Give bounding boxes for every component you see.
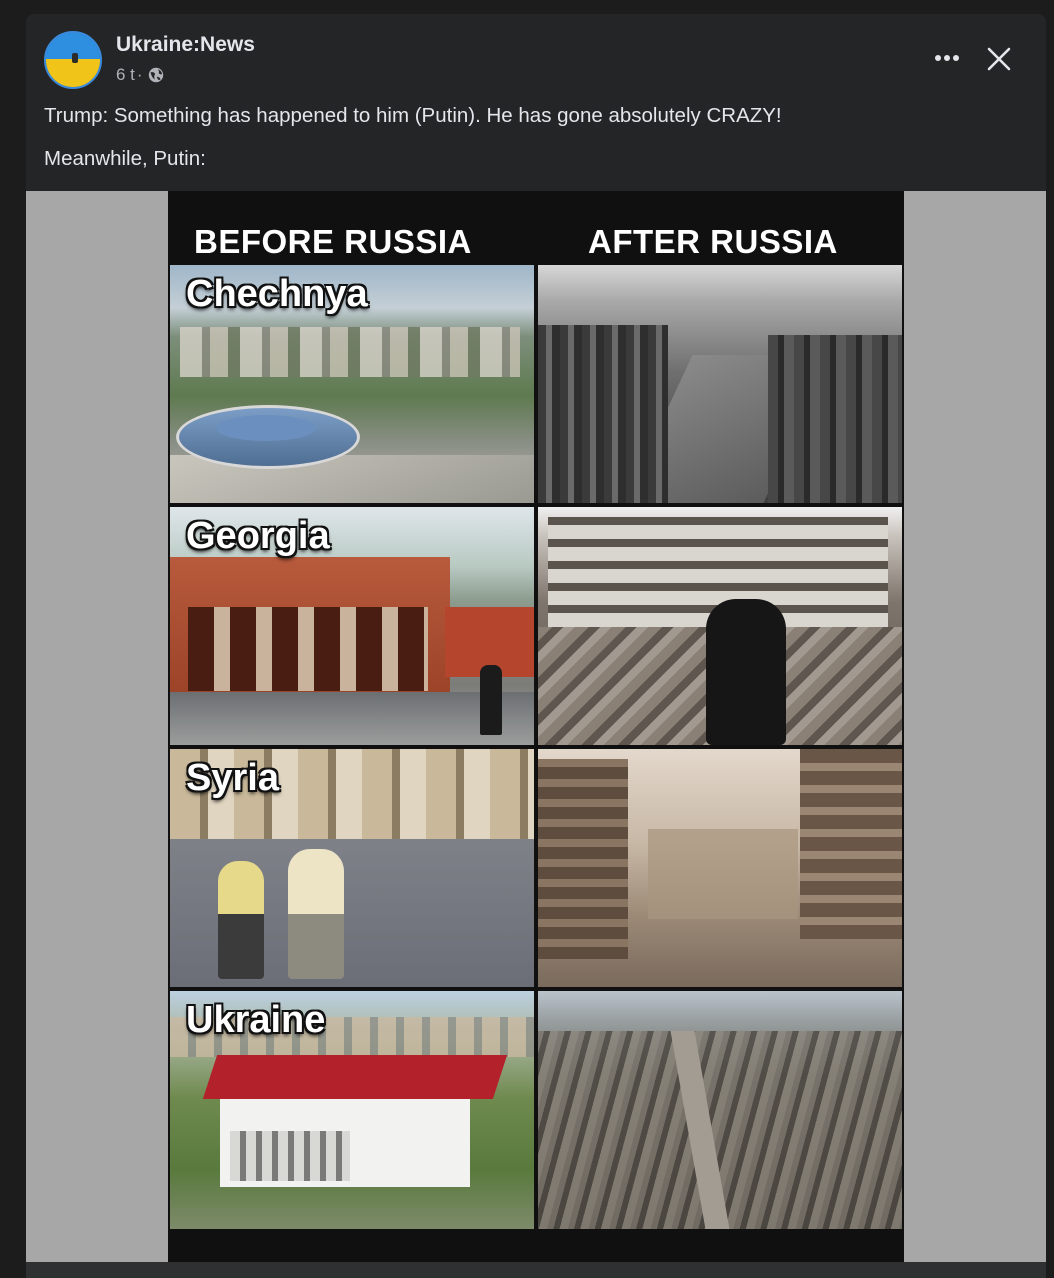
meta-separator: ·: [136, 65, 143, 84]
photo-detail: [203, 1055, 507, 1099]
ukraine-after-photo: [538, 991, 902, 1229]
photo-detail: [648, 829, 798, 919]
page-name-link[interactable]: Ukraine:News: [116, 33, 255, 56]
chechnya-after-photo: [538, 265, 902, 503]
post-media[interactable]: [26, 191, 1046, 1262]
reactions-bar: [26, 1262, 1046, 1278]
post-text-line-1: Trump: Something has happened to him (Putin). He has gone absolutely CRAZY!: [44, 104, 782, 127]
row-label-ukraine: Ukraine: [186, 999, 326, 1041]
after-heading: AFTER RUSSIA: [588, 223, 838, 260]
row-label-georgia: Georgia: [186, 515, 330, 557]
post-meta: [116, 65, 165, 85]
photo-detail: [800, 749, 902, 939]
avatar-field: [46, 59, 100, 87]
photo-detail: [538, 759, 628, 959]
row-label-syria: Syria: [186, 757, 279, 799]
post-time[interactable]: 6 t: [116, 65, 135, 84]
more-options-icon[interactable]: [930, 44, 964, 72]
photo-detail: [188, 607, 428, 691]
globe-icon: [147, 66, 165, 84]
ukraine-before-photo: [170, 991, 534, 1229]
post-card: [26, 14, 1046, 1278]
meme-image: [168, 191, 904, 1262]
syria-before-photo: [170, 749, 534, 987]
photo-detail: [706, 599, 786, 745]
photo-detail: [216, 415, 316, 441]
row-label-chechnya: Chechnya: [186, 273, 368, 315]
photo-detail: [480, 665, 502, 735]
avatar-figure: [72, 53, 78, 63]
syria-after-photo: [538, 749, 902, 987]
photo-detail: [538, 325, 668, 503]
before-heading: BEFORE RUSSIA: [194, 223, 472, 260]
chechnya-before-photo: [170, 265, 534, 503]
page-avatar[interactable]: [44, 31, 102, 89]
photo-detail: [180, 327, 520, 377]
georgia-after-photo: [538, 507, 902, 745]
post-text-line-2: Meanwhile, Putin:: [44, 147, 206, 170]
photo-detail: [230, 1131, 350, 1181]
close-icon[interactable]: [984, 44, 1014, 74]
photo-detail: [288, 849, 344, 979]
georgia-before-photo: [170, 507, 534, 745]
photo-detail: [768, 335, 902, 503]
post-header: [26, 14, 1046, 94]
photo-detail: [218, 861, 264, 979]
